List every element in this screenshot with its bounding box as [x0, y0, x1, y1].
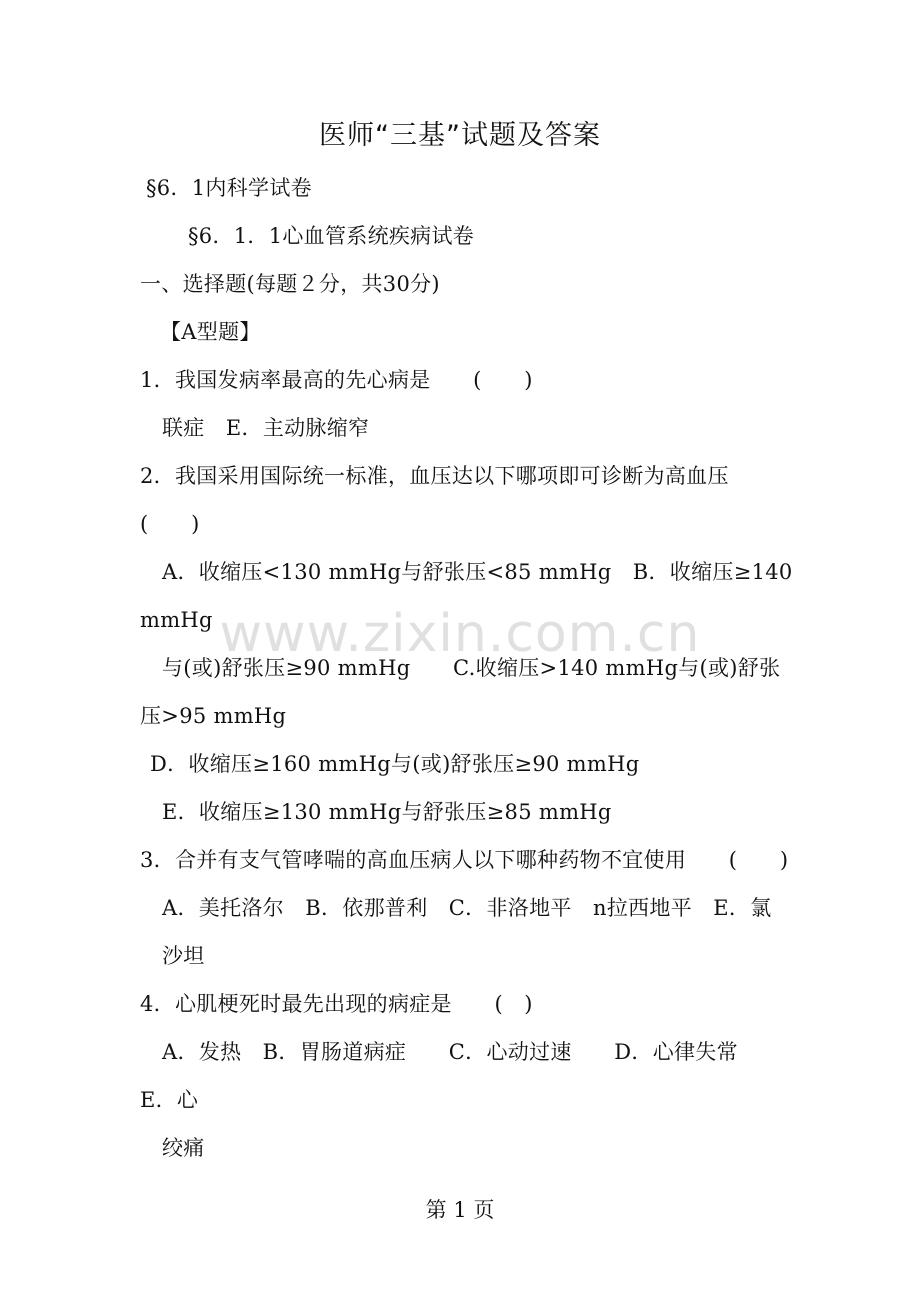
question-2-options-c-cont: 压>95 mmHg [140, 704, 287, 728]
question-2-options-b-cont: mmHg [140, 608, 213, 632]
question-1: 1．我国发病率最高的先心病是 ( ) [140, 368, 533, 392]
question-2-option-e: E．收缩压≥130 mmHg与舒张压≥85 mmHg [162, 800, 612, 824]
page-number: 第 1 页 [425, 1198, 495, 1222]
question-1-options: 联症 E．主动脉缩窄 [162, 416, 370, 440]
question-2-option-d: D．收缩压≥160 mmHg与(或)舒张压≥90 mmHg [150, 752, 640, 776]
question-3: 3．合并有支气管哮喘的高血压病人以下哪种药物不宜使用 ( ) [140, 848, 789, 872]
subsection-heading: §6．1．1心血管系统疾病试卷 [188, 224, 475, 248]
question-2-answer-blank: ( ) [140, 512, 200, 536]
watermark: www.zixin.com.cn [219, 604, 701, 664]
question-4-options: A．发热 B．胃肠道病症 C．心动过速 D．心律失常 [162, 1040, 738, 1064]
question-2-options-ab: A．收缩压<130 mmHg与舒张压<85 mmHg B．收缩压≥140 [162, 560, 793, 584]
document-title: 医师“三基”试题及答案 [319, 120, 601, 151]
question-type-label: 【A型题】 [160, 320, 261, 344]
question-4-option-e: E．心 [140, 1088, 199, 1112]
question-4: 4．心肌梗死时最先出现的病症是 ( ) [140, 992, 533, 1016]
question-2: 2．我国采用国际统一标准，血压达以下哪项即可诊断为高血压 [140, 464, 729, 488]
question-2-options-bc: 与(或)舒张压≥90 mmHg C.收缩压>140 mmHg与(或)舒张 [162, 656, 781, 680]
section-heading: §6．1内科学试卷 [146, 176, 312, 200]
question-4-option-e-cont: 绞痛 [162, 1136, 205, 1160]
question-3-options: A．美托洛尔 B．依那普利 C．非洛地平 n拉西地平 E．氯 [162, 896, 772, 920]
question-3-options-cont: 沙坦 [162, 944, 205, 968]
question-group-heading: 一、选择题(每题２分，共30分) [140, 272, 440, 296]
